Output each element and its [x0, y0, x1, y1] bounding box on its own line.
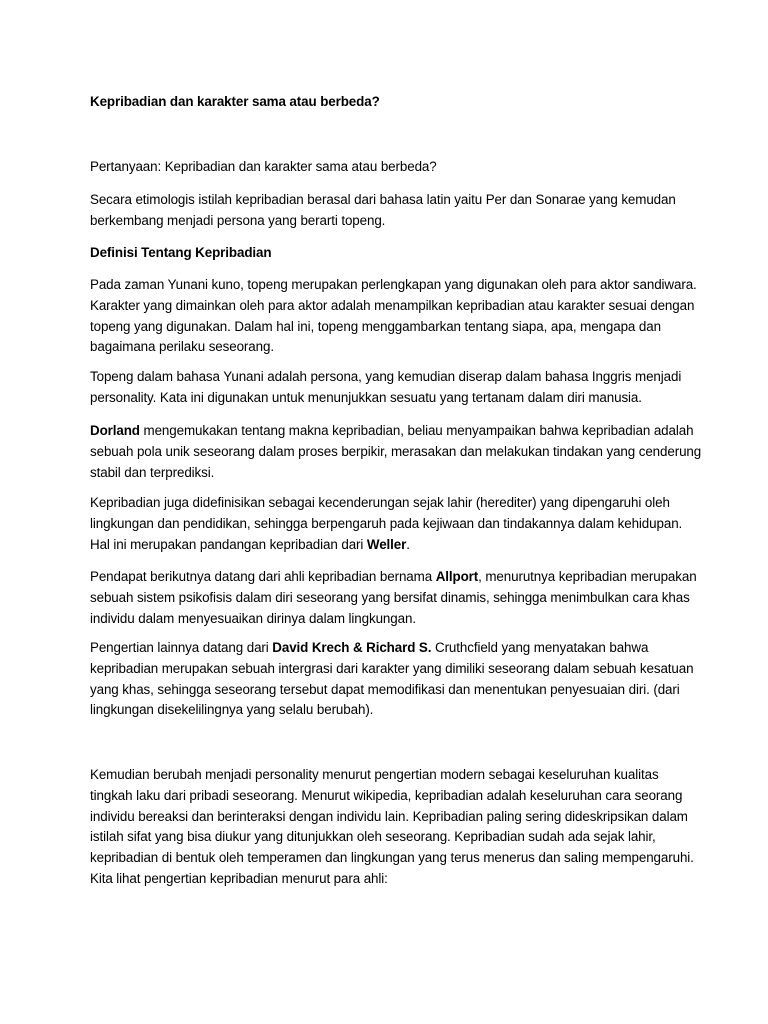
paragraph-dorland: Dorland mengemukakan tentang makna kepribadian, beliau menyampaikan bahwa kepribadian adalah sebuah pola unik seseorang dalam proses berpikir, merasakan dan melakukan tindakan yang cenderung stabil dan terprediksi.	[90, 423, 702, 480]
krech-line-1: Pengertian lainnya datang dari David Krech & Richard S. Cruthcfield yang menyatakan bahwa	[90, 640, 649, 655]
paragraph-krech: Pengertian lainnya datang dari David Krech & Richard S. Cruthcfield yang menyatakan bahwa kepribadian merupakan sebuah intergrasi dari karakter yang dimiliki seseorang dalam sebuah kesatuan yang khas, sehingga seseorang tersebut dapat memodifikasi dan menentukan penyesuaian diri. (dari lingkungan disekelilingnya yang selalu berubah).	[90, 640, 694, 718]
paragraph-yunani: Pada zaman Yunani kuno, topeng merupakan perlengkapan yang digunakan oleh para aktor sandiwara. Karakter yang dimainkan oleh para aktor adalah menampilkan kepribadian atau karakter sesuai dengan topeng yang digunakan. Dalam hal ini, topeng menggambarkan tentang siapa, apa, mengapa dan bagaimana perilaku seseorang.	[90, 277, 697, 355]
etymology-paragraph: Secara etimologis istilah kepribadian berasal dari bahasa latin yaitu Per dan Sonarae yang kemudan berkembang menjadi persona yang berarti topeng.	[90, 192, 676, 228]
krech-name: David Krech & Richard S.	[272, 640, 432, 655]
question-paragraph: Pertanyaan: Kepribadian dan karakter sama atau berbeda?	[90, 159, 437, 174]
paragraph-topeng: Topeng dalam bahasa Yunani adalah persona, yang kemudian diserap dalam bahasa Inggris menjadi personality. Kata ini digunakan untuk menunjukkan sesuatu yang tertanam dalam diri manusia.	[90, 369, 682, 405]
weller-line-3: Hal ini merupakan pandangan kepribadian dari Weller.	[90, 536, 410, 552]
allport-name: Allport	[435, 569, 479, 584]
section-heading: Definisi Tentang Kepribadian	[90, 245, 272, 260]
paragraph-weller: Kepribadian juga didefinisikan sebagai kecenderungan sejak lahir (herediter) yang dipengaruhi oleh lingkungan dan pendidikan, sehingga berpengaruh pada kejiwaan dan tindakannya dalam kehidupan. Hal ini merupakan pandangan kepribadian dari Weller.	[90, 493, 690, 555]
dorland-line-1: Dorland mengemukakan tentang makna kepribadian, beliau menyampaikan bahwa kepribadian adalah	[90, 423, 694, 438]
paragraph-allport: Pendapat berikutnya datang dari ahli kepribadian bernama Allport, menurutnya kepribadian merupakan sebuah sistem psikofisis dalam diri seseorang yang bersifat dinamis, sehingga menimbulkan cara khas individu dalam menyesuaikan dirinya dalam lingkungan.	[90, 569, 697, 626]
document-title: Kepribadian dan karakter sama atau berbeda?	[90, 94, 380, 109]
weller-name: Weller	[366, 536, 407, 552]
allport-line-1: Pendapat berikutnya datang dari ahli kepribadian bernama Allport, menurutnya kepribadian merupakan	[90, 569, 697, 584]
dorland-name: Dorland	[90, 423, 140, 438]
paragraph-kemudian: Kemudian berubah menjadi personality menurut pengertian modern sebagai keseluruhan kualitas tingkah laku dari pribadi seseorang. Menurut wikipedia, kepribadian adalah keseluruhan cara seorang individu bereaksi dan berinteraksi dengan individu lain. Kepribadian paling sering dideskripsikan dalam istilah sifat yang bisa diukur yang ditunjukkan oleh seseorang. Kepribadian sudah ada sejak lahir, kepribadian di bentuk oleh temperamen dan lingkungan yang terus menerus dan saling mempengaruhi. Kita lihat pengertian kepribadian menurut para ahli:	[90, 767, 694, 886]
